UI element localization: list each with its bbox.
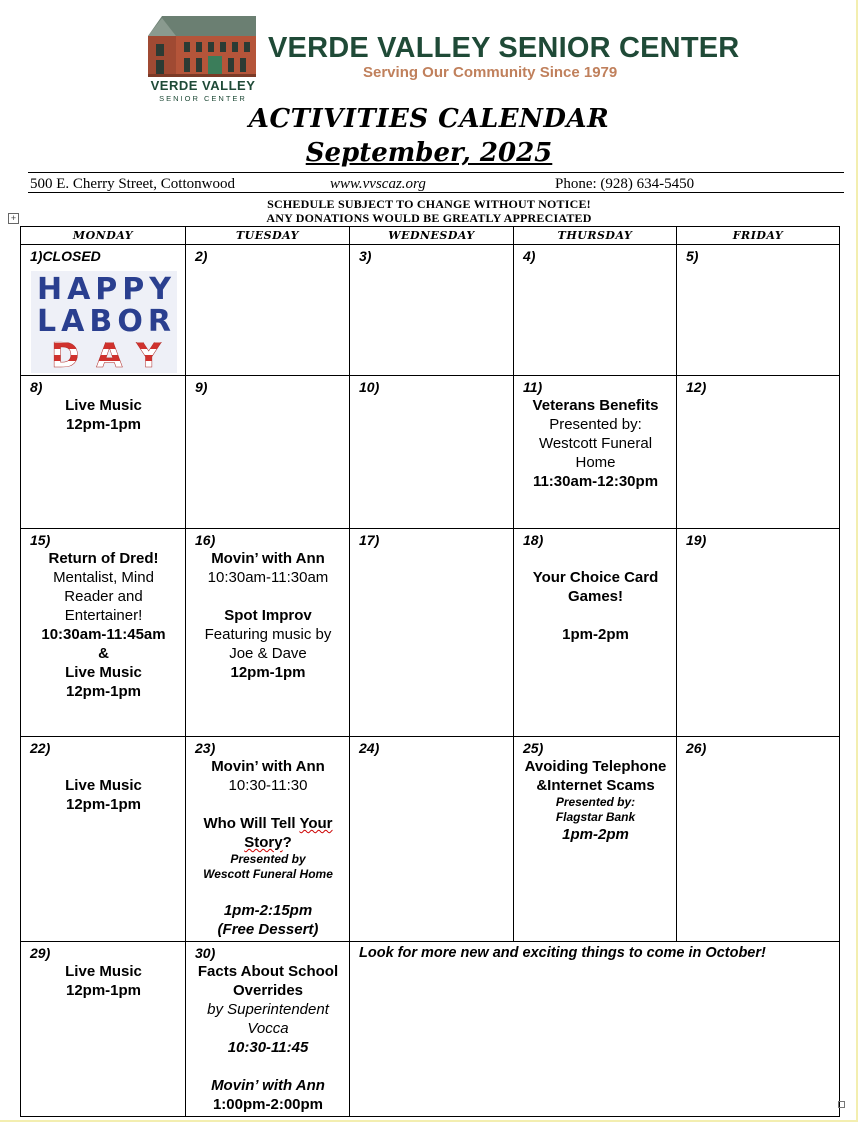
event-separator: &: [98, 645, 109, 662]
divider: [28, 192, 844, 193]
table-move-handle[interactable]: +: [8, 213, 19, 224]
day-number: 12): [686, 379, 707, 395]
day-cell: [677, 376, 840, 529]
weekday-header: THURSDAY: [514, 227, 677, 245]
week-row: [21, 376, 840, 529]
event-presenter: by Superintendent Vocca: [207, 1001, 329, 1037]
weekday-header-row: [21, 227, 840, 245]
day-cell: [350, 529, 514, 737]
event-time: 11:30am-12:30pm: [532, 473, 659, 490]
event-title: Movin’ with Ann: [211, 1077, 325, 1094]
event-title: Avoiding Telephone &Internet Scams: [524, 758, 667, 794]
event-time: 12pm-1pm: [65, 683, 142, 700]
weekday-header: FRIDAY: [677, 227, 840, 245]
day-cell: [514, 529, 677, 737]
flag-text-icon: [31, 271, 177, 373]
day-cell: [186, 942, 350, 1117]
day-cell: [21, 376, 186, 529]
day-number: 11): [523, 379, 543, 395]
title-part: Your: [299, 815, 333, 832]
day-number: 8): [30, 379, 43, 395]
title-part: Who Will Tell: [203, 815, 300, 832]
event-time: 1pm-2pm: [562, 826, 629, 843]
day-cell: [186, 529, 350, 737]
event-time: 10:30-11:30: [228, 777, 308, 794]
svg-text:DAY: DAY: [51, 336, 161, 373]
day-number: 1)CLOSED: [30, 248, 101, 264]
day-cell: [21, 942, 186, 1117]
weekday-header: TUESDAY: [186, 227, 350, 245]
logo-subtext: SENIOR CENTER: [159, 94, 247, 103]
calendar-title: ACTIVITIES CALENDAR: [248, 104, 610, 134]
day-number: 23): [195, 740, 216, 756]
org-name: VERDE VALLEY SENIOR CENTER: [268, 32, 740, 64]
day-number: 18): [523, 532, 544, 548]
week-row: [21, 942, 840, 1117]
event-presenter: Presented by:: [555, 795, 636, 809]
day-cell: [350, 376, 514, 529]
event-time: 1:00pm-2:00pm: [212, 1096, 324, 1113]
event-description: Featuring music by Joe & Dave: [204, 626, 332, 662]
event-time: 12pm-1pm: [65, 796, 142, 813]
event-title: Return of Dred!: [48, 550, 159, 567]
event-presenter-name: Wescott Funeral Home: [203, 867, 333, 881]
event-title: Movin’ with Ann: [211, 758, 325, 775]
day-number: 29): [30, 945, 51, 961]
day-cell: [186, 245, 350, 376]
day-number: 17): [359, 532, 380, 548]
event-note: (Free Dessert): [217, 921, 319, 938]
day-cell: [186, 376, 350, 529]
week-row: [21, 737, 840, 942]
divider: [28, 172, 844, 173]
day-number: 2): [195, 248, 208, 264]
day-number: 26): [686, 740, 707, 756]
title-part: Story: [244, 834, 283, 851]
week-row: [21, 529, 840, 737]
note-cell: [350, 942, 840, 1117]
labor-day-image: [31, 271, 177, 373]
day-number: 4): [523, 248, 536, 264]
event-description: Mentalist, Mind Reader and Entertainer!: [53, 569, 154, 624]
day-number: 24): [359, 740, 380, 756]
day-cell: [514, 245, 677, 376]
event-presenter: Presented by:: [549, 416, 642, 433]
weekday-header: WEDNESDAY: [350, 227, 514, 245]
day-number: 9): [195, 379, 208, 395]
event-presenter: Presented by: [230, 852, 306, 866]
svg-text:HAPPY: HAPPY: [37, 272, 171, 307]
day-cell: [21, 529, 186, 737]
phone: Phone: (928) 634-5450: [555, 176, 695, 192]
donation-notice: ANY DONATIONS WOULD BE GREATLY APPRECIATED: [266, 211, 592, 225]
event-title: Spot Improv: [224, 607, 312, 624]
tagline: Serving Our Community Since 1979: [363, 64, 618, 81]
table-resize-handle[interactable]: [838, 1101, 845, 1108]
event-time: 1pm-2pm: [562, 626, 629, 643]
day-cell: [350, 737, 514, 942]
website: www.vvscaz.org: [330, 176, 426, 192]
day-number: 5): [686, 248, 699, 264]
logo-text: VERDE VALLEY: [150, 78, 256, 93]
day-number: 15): [30, 532, 51, 548]
day-cell: [21, 737, 186, 942]
logo: [144, 12, 262, 104]
event-title: Live Music: [65, 397, 142, 414]
event-title: Facts About School Overrides: [197, 963, 339, 999]
day-cell: [677, 737, 840, 942]
event-title: Movin’ with Ann: [211, 550, 325, 567]
october-note: Look for more new and exciting things to come in October!: [359, 945, 766, 961]
day-cell: [677, 529, 840, 737]
event-time: 10:30am-11:30am: [207, 569, 329, 586]
event-title: Live Music: [65, 664, 142, 681]
event-presenter-name: Westcott Funeral Home: [538, 435, 653, 471]
day-cell: [350, 245, 514, 376]
day-number: 16): [195, 532, 216, 548]
event-time: 12pm-1pm: [65, 982, 142, 999]
event-time: 1pm-2:15pm: [223, 902, 313, 919]
event-title: [195, 814, 341, 852]
event-title: Veterans Benefits: [532, 397, 659, 414]
event-title: Live Music: [65, 963, 142, 980]
schedule-notice: SCHEDULE SUBJECT TO CHANGE WITHOUT NOTICE!: [267, 197, 591, 211]
day-number: 22): [30, 740, 51, 756]
calendar-table: [20, 226, 840, 1117]
day-number: 25): [523, 740, 544, 756]
weekday-header: MONDAY: [21, 227, 186, 245]
day-cell: [514, 376, 677, 529]
event-time: 10:30-11:45: [227, 1039, 309, 1056]
event-presenter-name: Flagstar Bank: [555, 810, 636, 824]
building-icon: [144, 12, 262, 78]
day-number: 19): [686, 532, 707, 548]
day-number: 30): [195, 945, 216, 961]
week-row: [21, 245, 840, 376]
event-time: 12pm-1pm: [65, 416, 142, 433]
address: 500 E. Cherry Street, Cottonwood: [30, 176, 235, 192]
day-number: 10): [359, 379, 380, 395]
day-cell: [21, 245, 186, 376]
day-cell: [186, 737, 350, 942]
event-time: 12pm-1pm: [230, 664, 306, 681]
title-part: ?: [282, 834, 292, 851]
day-cell: [514, 737, 677, 942]
svg-text:LABOR: LABOR: [37, 304, 171, 339]
day-cell: [677, 245, 840, 376]
event-time: 10:30am-11:45am: [41, 626, 166, 643]
calendar-month: September, 2025: [305, 138, 553, 168]
day-number: 3): [359, 248, 372, 264]
event-title: Your Choice Card Games!: [532, 569, 659, 605]
event-title: Live Music: [65, 777, 142, 794]
